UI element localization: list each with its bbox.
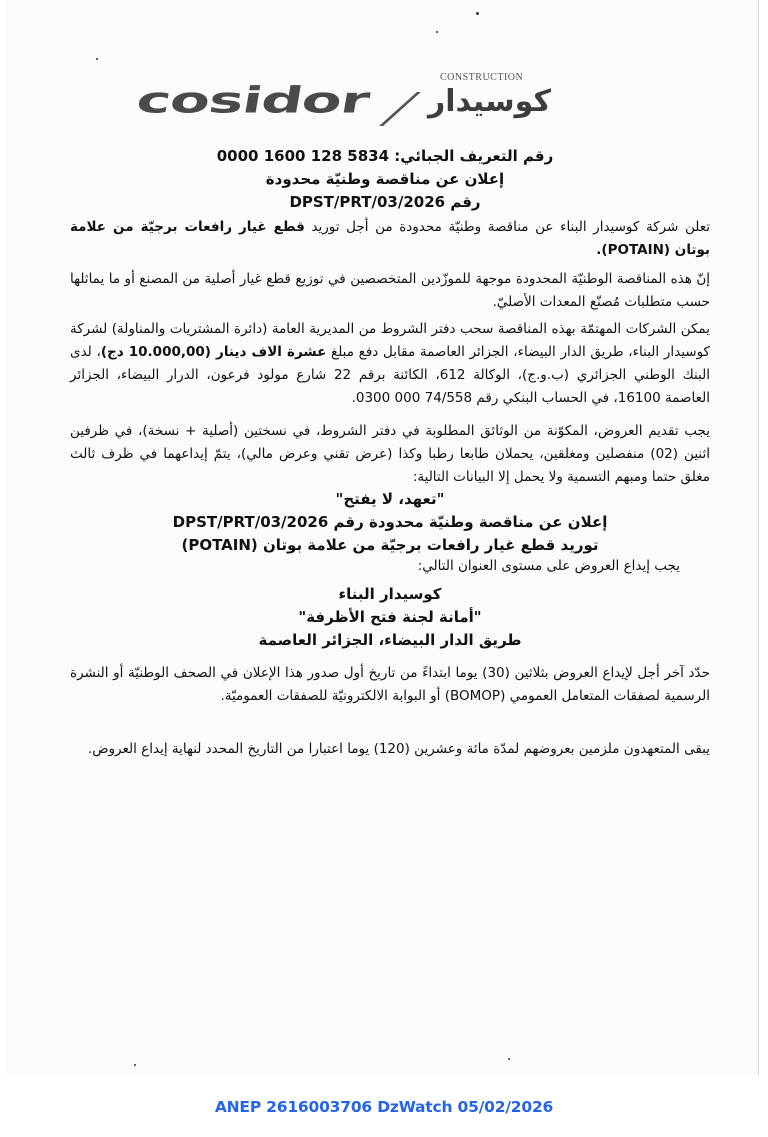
document-header bbox=[150, 145, 620, 214]
announcement-text: تعلن شركة كوسيدار البناء عن مناقصة وطنيّة محدودة من أجل توريد bbox=[304, 219, 710, 235]
scan-speck bbox=[508, 1058, 510, 1060]
scan-speck bbox=[96, 58, 98, 60]
envelope-do-not-open: "تعهد، لا يفتح" bbox=[335, 490, 445, 508]
target-suppliers-text: إنّ هذه المناقصة الوطنيّة المحدودة موجهة للموزّدين المتخصصين في توزيع قطع غيار أصلية من المصنع أو ما يماثلها حسب متطلبات مُصنّع المعدات الأصليّ. bbox=[70, 271, 710, 310]
company-logo bbox=[133, 70, 560, 140]
deposit-intro bbox=[70, 555, 680, 578]
notice-title: إعلان عن مناقصة وطنيّة محدودة bbox=[265, 170, 505, 188]
specifications-bank-details: ، لدى البنك الوطني الجزائري (ب.و.ج)، الوكالة 612، الكائنة برقم 22 شارع مولود فرعون، الدرار البيضاء، الجزائر العاصمة 16100، في الحساب البنكي رقم 74/558 000 0300. bbox=[70, 344, 710, 406]
address-committee: "أمانة لجنة فتح الأظرفة" bbox=[298, 608, 482, 626]
paragraph-deadline bbox=[70, 662, 710, 708]
tax-id-line: رقم التعريف الجبائي: 5834 128 1600 0000 bbox=[216, 147, 554, 165]
announcement-subject: قطع غيار رافعات برجيّة من علامة بوتان (POTAIN). bbox=[70, 219, 710, 258]
paragraph-validity bbox=[70, 738, 710, 761]
logo-tagline: CONSTRUCTION bbox=[440, 72, 524, 83]
scan-speck bbox=[436, 31, 438, 33]
deposit-address bbox=[200, 583, 580, 652]
deposit-intro-text: يجب إيداع العروض على مستوى العنوان التالي: bbox=[417, 558, 680, 574]
paragraph-submission-rules bbox=[70, 420, 710, 489]
envelope-subject: توريد قطع غيار رافعات برجيّة من علامة بوتان (POTAIN) bbox=[181, 536, 599, 554]
scan-speck bbox=[476, 12, 479, 15]
specifications-text: يمكن الشركات المهتمّة بهذه المناقصة سحب دفتر الشروط من المديرية العامة (دائرة المشتريات والمناولة) لشركة كوسيدار البناء، طريق الدار البيضاء، الجزائر العاصمة مقابل دفع مبلغ bbox=[70, 321, 710, 360]
envelope-notice-ref: إعلان عن مناقصة وطنيّة محدودة رقم 03/2026/DPST/PRT bbox=[172, 513, 608, 531]
address-street: طريق الدار البيضاء، الجزائر العاصمة bbox=[258, 631, 522, 649]
validity-text: يبقى المتعهدون ملزمين بعروضهم لمدّة مائة وعشرين (120) يوما اعتبارا من التاريخ المحدد لنهاية إيداع العروض. bbox=[87, 741, 710, 757]
publication-footer: ANEP 2616003706 DzWatch 05/02/2026 bbox=[214, 1098, 554, 1116]
submission-rules-text: يجب تقديم العروض، المكوّنة من الوثائق المطلوبة في دفتر الشروط، في نسختين (أصلية + نسخة)، في ظرفين اثنين (02) منفصلين ومغلقين، يحملان طابعا رطبا وكذا (عرض تقني وعرض مالي)، يتمّ إيداعهما في ظرف ثالث مغلق حتما ومبهم التسمية ولا يحمل إلا البيانات التالية: bbox=[70, 423, 710, 485]
scan-speck bbox=[134, 1064, 136, 1066]
specifications-fee: عشرة الاف دينار (10.000,00 دج) bbox=[100, 344, 327, 360]
envelope-label bbox=[130, 488, 650, 557]
notice-reference: رقم 03/2026/DPST/PRT bbox=[289, 193, 481, 211]
logo-latin-wordmark: cosidor bbox=[133, 78, 373, 122]
deadline-text: حدّد آخر أجل لإيداع العروض بثلاثين (30) يوما ابتداءً من تاريخ أول صدور هذا الإعلان في الصحف الوطنيّة أو النشرة الرسمية لصفقات المتعامل العمومي (BOMOP) أو البوابة الالكترونيّة للصفقات العموميّة. bbox=[70, 665, 710, 704]
paragraph-announcement bbox=[70, 216, 710, 262]
address-company: كوسيدار البناء bbox=[338, 585, 442, 603]
logo-arabic-wordmark: كوسيدار bbox=[428, 84, 551, 119]
paragraph-target-suppliers bbox=[70, 268, 710, 314]
paragraph-specifications-purchase bbox=[70, 318, 710, 410]
